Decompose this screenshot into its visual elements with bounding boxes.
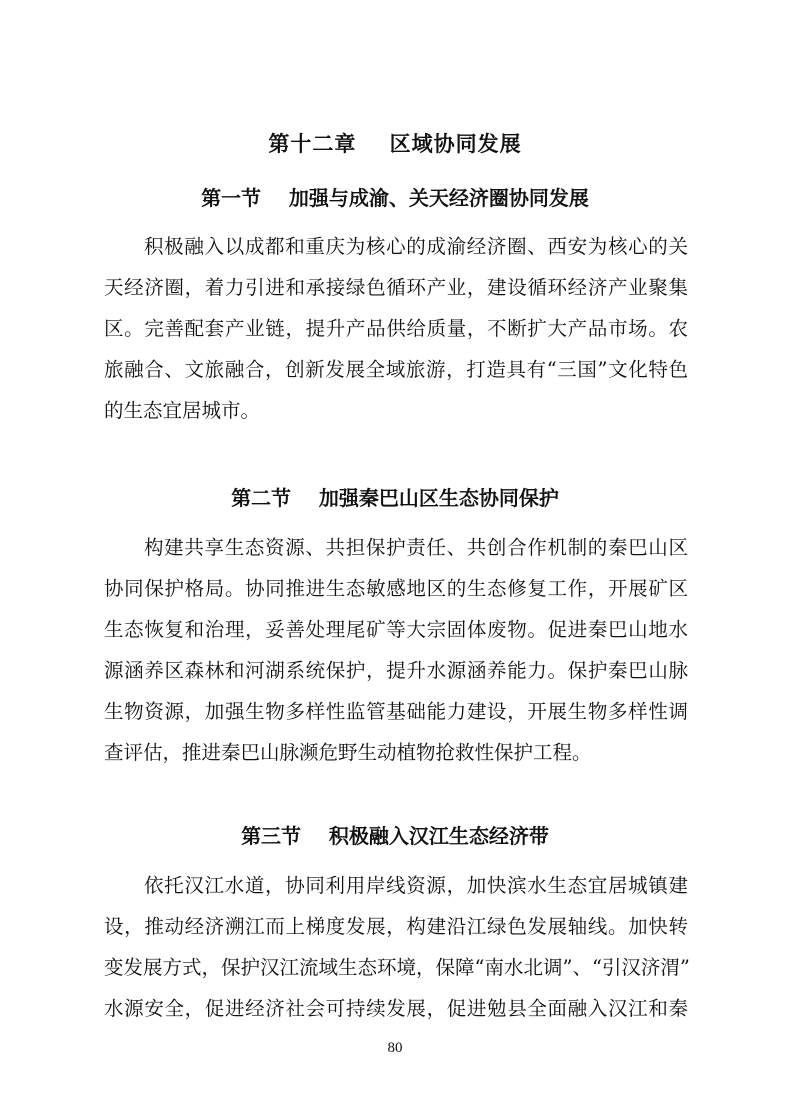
section-2-paragraph [104, 527, 688, 773]
paragraph-line: 生态恢复和治理，妥善处理尾矿等大宗固体废物。促进秦巴山地水 [104, 618, 688, 641]
paragraph-line: 源涵养区森林和河湖系统保护，提升水源涵养能力。保护秦巴山脉 [104, 659, 688, 682]
paragraph-line: 构建共享生态资源、共担保护责任、共创合作机制的秦巴山区 [144, 536, 688, 559]
paragraph-line: 协同保护格局。协同推进生态敏感地区的生态修复工作，开展矿区 [104, 577, 688, 600]
section-1-paragraph [104, 226, 688, 431]
section-1-title: 第一节 加强与成渝、关天经济圈协同发展 [201, 186, 589, 210]
page-number: 80 [387, 1040, 403, 1056]
paragraph-line: 依托汉江水道，协同利用岸线资源，加快滨水生态宜居城镇建 [144, 874, 688, 897]
paragraph-line: 生物资源，加强生物多样性监管基础能力建设，开展生物多样性调 [104, 700, 688, 723]
section-2-title: 第二节 加强秦巴山区生态协同保护 [231, 486, 559, 510]
section-3-paragraph [104, 865, 688, 1029]
paragraph-line: 变发展方式，保护汉江流域生态环境，保障“南水北调”、“引汉济渭” [104, 956, 690, 979]
chapter-title: 第十二章 区域协同发展 [268, 132, 522, 156]
paragraph-line: 积极融入以成都和重庆为核心的成渝经济圈、西安为核心的关 [144, 235, 688, 258]
paragraph-line: 设，推动经济溯江而上梯度发展，构建沿江绿色发展轴线。加快转 [104, 915, 688, 938]
section-3-title: 第三节 积极融入汉江生态经济带 [241, 824, 549, 848]
paragraph-line: 的生态宜居城市。 [104, 399, 261, 422]
paragraph-line: 区。完善配套产业链，提升产品供给质量，不断扩大产品市场。农 [104, 317, 688, 340]
paragraph-line: 天经济圈，着力引进和承接绿色循环产业，建设循环经济产业聚集 [104, 276, 688, 299]
paragraph-line: 查评估，推进秦巴山脉濒危野生动植物抢救性保护工程。 [104, 741, 592, 764]
paragraph-line: 旅融合、文旅融合，创新发展全域旅游，打造具有“三国”文化特色 [104, 358, 688, 381]
paragraph-line: 水源安全，促进经济社会可持续发展，促进勉县全面融入汉江和秦 [104, 997, 688, 1020]
